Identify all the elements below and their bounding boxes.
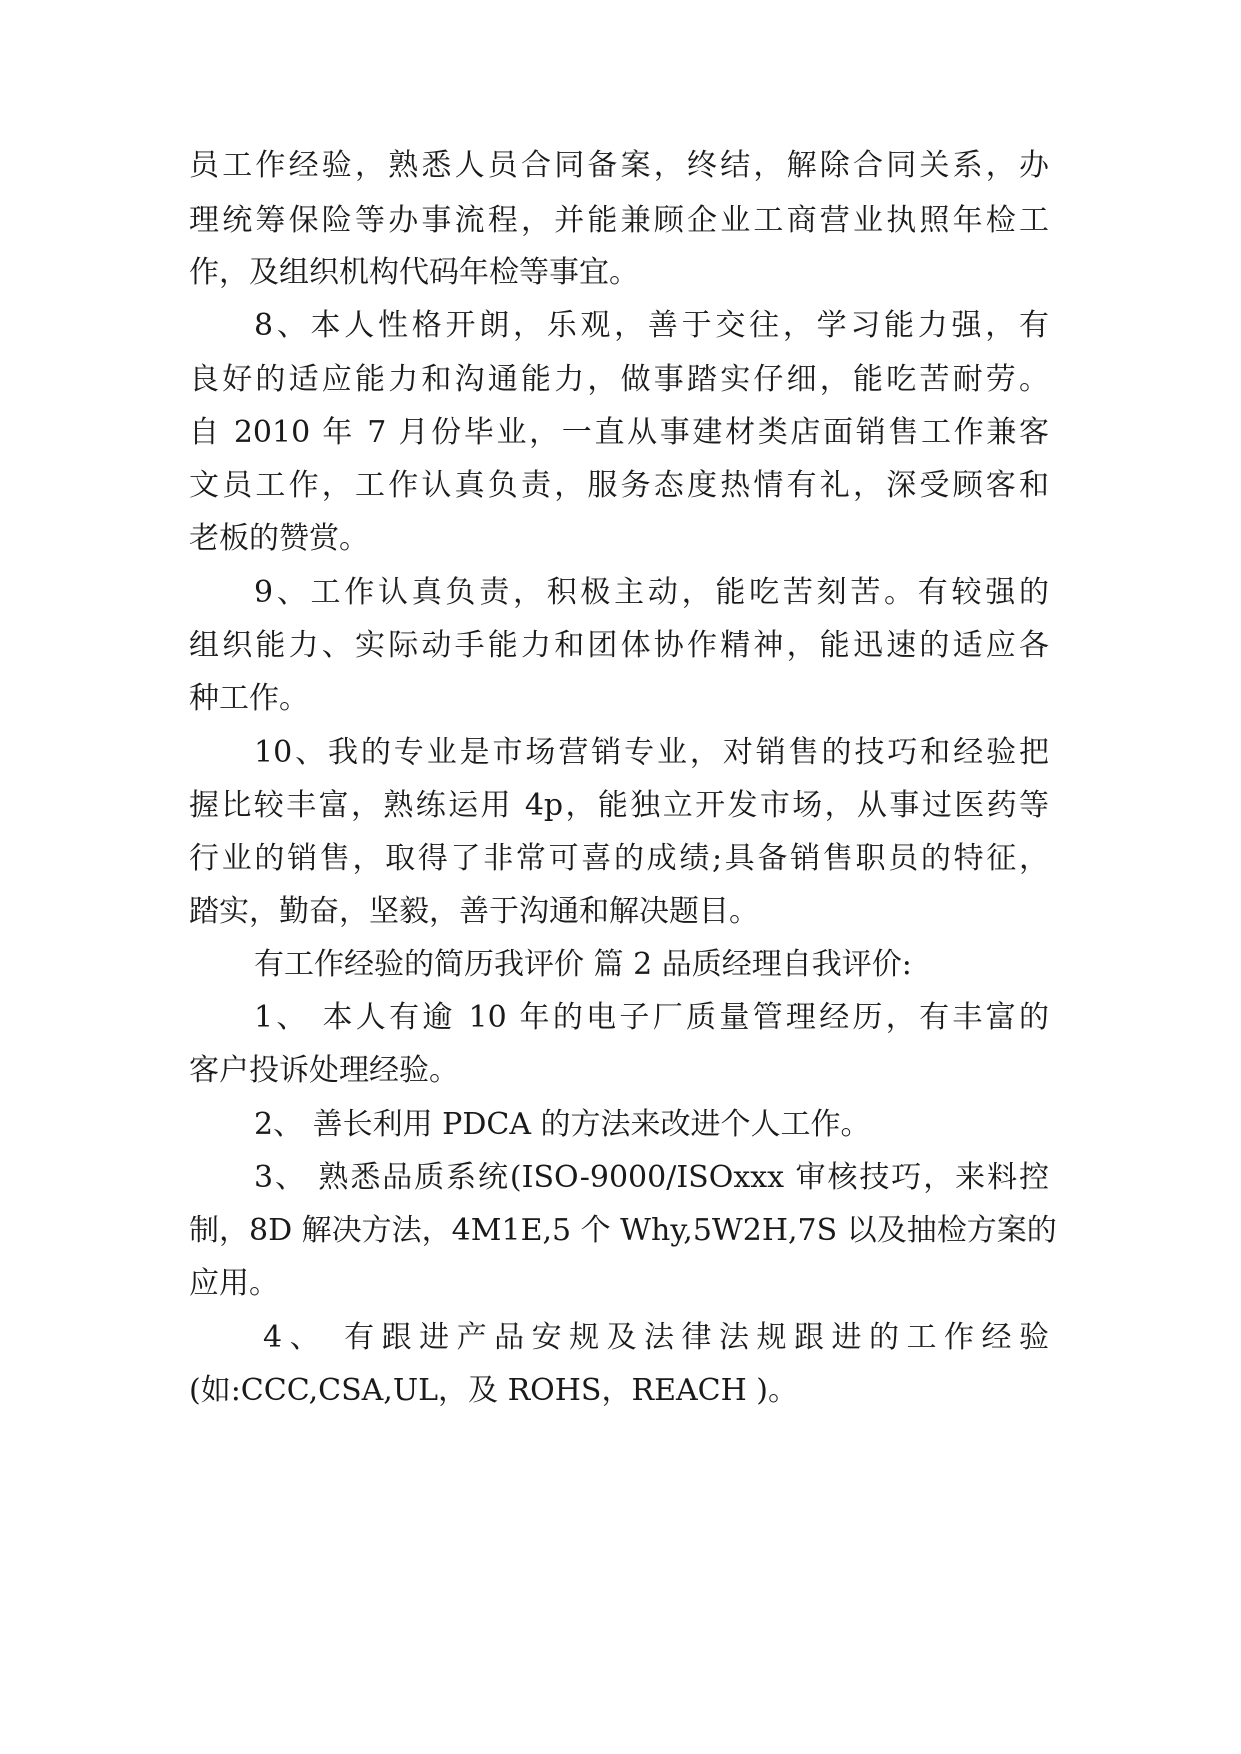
text-line: 自 2010 年 7 月份毕业，一直从事建材类店面销售工作兼客 <box>189 415 1049 450</box>
text-line: (如:CCC,CSA,UL，及 ROHS，REACH )。 <box>189 1373 798 1408</box>
text-line: 10、我的专业是市场营销专业，对销售的技巧和经验把 <box>254 735 1049 770</box>
section-heading: 有工作经验的简历我评价 篇 2 品质经理自我评价: <box>254 947 912 982</box>
text-line: 老板的赞赏。 <box>189 521 369 556</box>
text-line: 理统筹保险等办事流程，并能兼顾企业工商营业执照年检工 <box>189 203 1049 238</box>
text-line: 应用。 <box>189 1266 279 1301</box>
text-line: 2、 善长利用 PDCA 的方法来改进个人工作。 <box>254 1107 871 1142</box>
text-line: 文员工作，工作认真负责，服务态度热情有礼，深受顾客和 <box>189 468 1049 503</box>
text-line: 1、 本人有逾 10 年的电子厂质量管理经历，有丰富的 <box>254 1000 1049 1035</box>
text-line: 4、 有跟进产品安规及法律法规跟进的工作经验 <box>263 1320 1049 1355</box>
text-line: 制，8D 解决方法，4M1E,5 个 Why,5W2H,7S 以及抽检方案的 <box>189 1213 1057 1248</box>
text-line: 作，及组织机构代码年检等事宜。 <box>189 255 639 290</box>
text-line: 员工作经验，熟悉人员合同备案，终结，解除合同关系，办 <box>189 148 1049 183</box>
text-line: 行业的销售，取得了非常可喜的成绩;具备销售职员的特征， <box>189 841 1049 876</box>
text-line: 种工作。 <box>189 681 309 716</box>
text-line: 良好的适应能力和沟通能力，做事踏实仔细，能吃苦耐劳。 <box>189 362 1049 397</box>
text-line: 3、 熟悉品质系统(ISO-9000/ISOxxx 审核技巧，来料控 <box>254 1160 1049 1195</box>
text-line: 组织能力、实际动手能力和团体协作精神，能迅速的适应各 <box>189 628 1049 663</box>
text-line: 8、本人性格开朗，乐观，善于交往，学习能力强，有 <box>254 308 1049 343</box>
text-line: 客户投诉处理经验。 <box>189 1053 459 1088</box>
text-line: 踏实，勤奋，坚毅，善于沟通和解决题目。 <box>189 894 759 929</box>
text-line: 握比较丰富，熟练运用 4p，能独立开发市场，从事过医药等 <box>189 788 1049 823</box>
text-line: 9、工作认真负责，积极主动，能吃苦刻苦。有较强的 <box>254 575 1049 610</box>
